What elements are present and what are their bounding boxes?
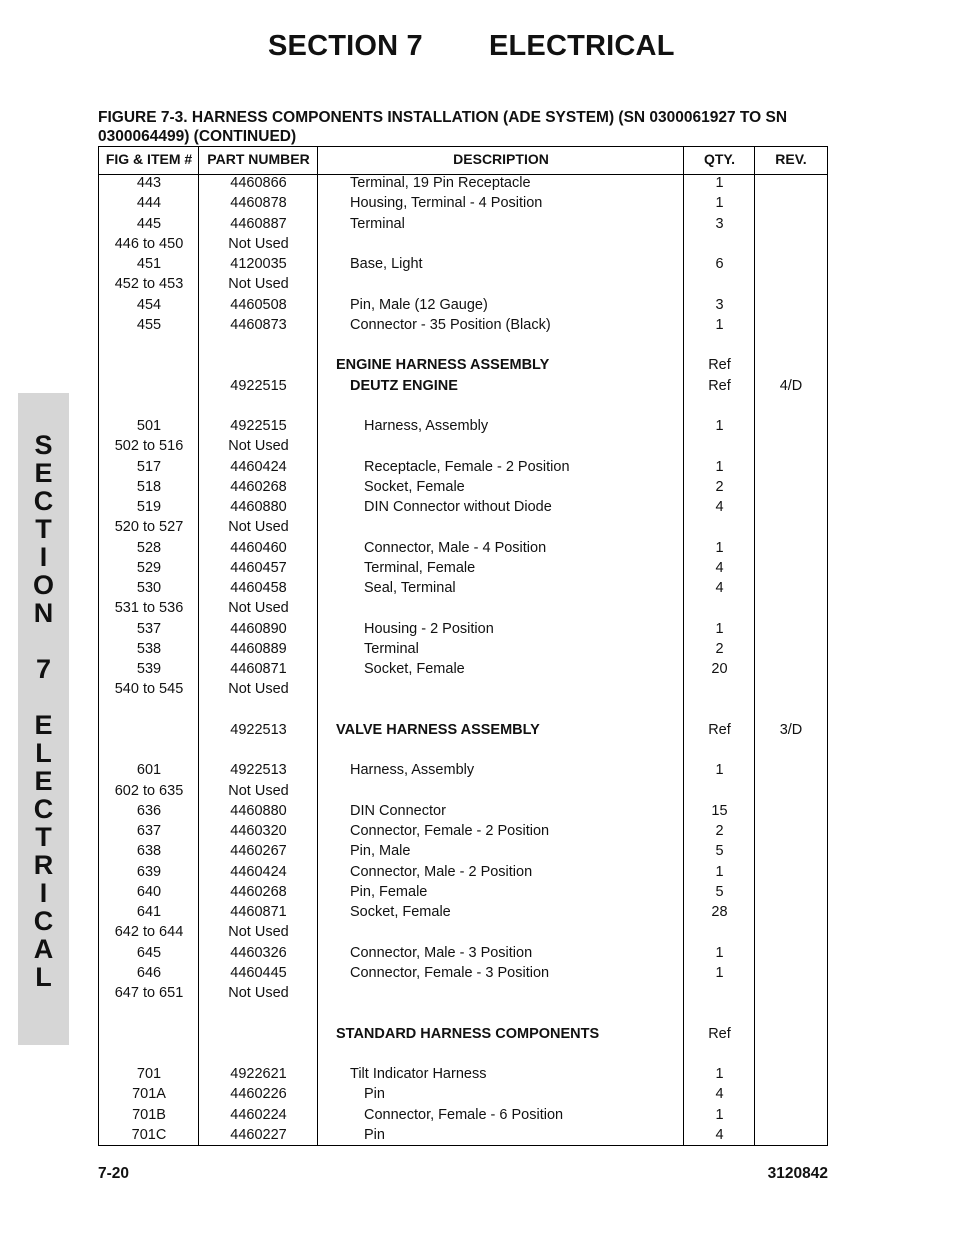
part-number-cell: 4460871 [230,904,287,920]
table-row [99,1064,827,1084]
qty-cell: 5 [715,883,724,900]
column-header-fig-item: FIG & ITEM # [105,151,193,167]
qty-cell: 1 [715,175,724,191]
description-cell: Socket, Female [364,661,465,677]
qty-cell: 6 [715,256,724,272]
part-number-cell: 4460267 [230,843,287,860]
table-row [99,1125,827,1145]
fig-item-cell: 451 [136,256,162,272]
description-cell: Connector, Female - 6 Position [364,1106,564,1123]
table-row [99,963,827,983]
table-row [99,882,827,902]
part-number-cell: 4460268 [230,883,287,900]
part-number-cell: Not Used [228,782,289,799]
table-row [99,1105,827,1125]
qty-cell: 4 [715,559,724,576]
qty-cell: 1 [715,863,724,880]
description-cell: Pin, Male (12 Gauge) [350,296,488,313]
table-row [99,781,827,801]
table-row [99,841,827,861]
part-number-cell: 4460871 [230,661,287,677]
table-row [99,214,827,234]
column-header-part-number: PART NUMBER [207,151,310,167]
part-number-cell: 4460880 [230,802,287,819]
fig-item-cell: 528 [136,539,162,556]
description-cell: Terminal [350,215,405,232]
description-cell: Socket, Female [364,478,465,495]
table-row [99,943,827,963]
table-row [99,1044,827,1064]
part-number-cell: 4460460 [230,539,287,556]
part-number-cell: 4460878 [230,195,287,212]
fig-item-cell: 517 [136,458,162,475]
table-row [99,335,827,355]
description-cell: VALVE HARNESS ASSEMBLY [336,721,540,738]
side-tab-letter: O [32,570,54,600]
table-row [99,254,827,274]
description-cell: DEUTZ ENGINE [350,377,458,394]
table-row [99,457,827,477]
part-number-cell: 4460224 [230,1106,287,1123]
part-number-cell: 4120035 [230,256,287,272]
side-tab-letter: E [34,458,53,488]
qty-cell: 5 [715,843,724,860]
table-row [99,821,827,841]
part-number-cell: 4460458 [230,580,287,596]
part-number-cell: 4460227 [230,1126,287,1143]
part-number-cell: Not Used [228,276,289,293]
side-tab-letter: R [33,850,54,880]
part-number-cell: 4460424 [230,863,287,880]
description-cell: Connector, Female - 2 Position [350,823,550,839]
description-cell: Terminal, Female [364,559,476,576]
table-row [99,193,827,213]
side-tab-letter: N [33,598,54,628]
description-cell: Connector, Male - 4 Position [364,539,547,556]
column-header-rev: REV. [775,151,807,167]
description-cell: Harness, Assembly [350,762,475,779]
fig-item-cell: 601 [136,762,162,779]
description-cell: Harness, Assembly [364,418,489,434]
fig-item-cell: 529 [136,559,162,576]
part-number-cell: Not Used [228,438,289,455]
qty-cell: 1 [715,944,724,961]
qty-cell: 1 [715,195,724,212]
part-number-cell: 4922513 [230,721,287,738]
column-header-qty: QTY. [703,151,736,167]
side-tab-letter: 7 [35,654,52,684]
part-number-cell: 4460226 [230,1086,287,1103]
table-row [99,315,827,335]
qty-cell: Ref [708,377,731,394]
table-row [99,274,827,294]
qty-cell: Ref [708,721,731,738]
table-row [99,619,827,639]
qty-cell: 2 [715,823,724,839]
part-number-cell: Not Used [228,519,289,536]
part-number-cell: Not Used [228,235,289,252]
document-number: 3120842 [767,1165,828,1182]
fig-item-cell: 642 to 644 [114,924,184,941]
table-row [99,659,827,679]
description-cell: Housing - 2 Position [364,620,494,637]
description-cell: Seal, Terminal [364,580,456,596]
fig-item-cell: 645 [136,944,162,961]
part-number-cell: 4460326 [230,944,287,961]
description-cell: Connector, Male - 2 Position [350,863,533,880]
table-row [99,679,827,699]
fig-item-cell: 538 [136,640,162,657]
fig-item-cell: 531 to 536 [114,600,184,617]
description-cell: Tilt Indicator Harness [350,1066,487,1082]
fig-item-cell: 646 [136,964,162,981]
description-cell: DIN Connector without Diode [364,499,552,515]
qty-cell: Ref [708,1025,731,1042]
qty-cell: 1 [715,1066,724,1082]
part-number-cell: 4460457 [230,559,287,576]
fig-item-cell: 446 to 450 [114,235,184,252]
qty-cell: 20 [711,661,728,677]
table-row [99,396,827,416]
fig-item-cell: 519 [136,499,162,515]
qty-cell: 2 [715,478,724,495]
qty-cell: 1 [715,1106,724,1123]
fig-item-cell: 701 [136,1066,162,1082]
table-row [99,1084,827,1104]
side-tab-letter: I [39,542,48,572]
table-row [99,538,827,558]
rev-cell: 4/D [779,377,803,394]
part-number-cell: Not Used [228,681,289,698]
fig-item-cell: 444 [136,195,162,212]
table-row [99,1024,827,1044]
part-number-cell: Not Used [228,924,289,941]
fig-item-cell: 454 [136,296,162,313]
part-number-cell: Not Used [228,985,289,1001]
part-number-cell: 4922515 [230,418,287,434]
page-number: 7-20 [98,1165,130,1182]
table-row [99,700,827,720]
side-tab-letter: T [35,514,52,544]
table-row [99,578,827,598]
qty-cell: 1 [715,964,724,981]
rev-cell: 3/D [779,721,803,738]
description-cell: Socket, Female [350,904,451,920]
table-row [99,558,827,578]
part-number-cell: 4460445 [230,964,287,981]
part-number-cell: 4460424 [230,458,287,475]
description-cell: Housing, Terminal - 4 Position [350,195,543,212]
fig-item-cell: 539 [136,661,162,677]
part-number-cell: 4460880 [230,499,287,515]
qty-cell: 4 [715,580,724,596]
section-title: ELECTRICAL [488,30,675,62]
part-number-cell: 4460889 [230,640,287,657]
part-number-cell: 4460890 [230,620,287,637]
qty-cell: 1 [715,539,724,556]
figure-title: FIGURE 7-3. HARNESS COMPONENTS INSTALLATION (ADE SYSTEM) (SN 0300061927 TO SN 0300064499) (CONTINUED) [98,109,788,145]
fig-item-cell: 638 [136,843,162,860]
qty-cell: 28 [711,904,728,920]
fig-item-cell: 701C [131,1126,167,1143]
qty-cell: 2 [715,640,724,657]
fig-item-cell: 640 [136,883,162,900]
side-tab-letter: L [35,738,52,768]
table-row [99,517,827,537]
description-cell: ENGINE HARNESS ASSEMBLY [336,357,550,374]
part-number-cell: 4460268 [230,478,287,495]
qty-cell: 1 [715,458,724,475]
table-row [99,497,827,517]
table-row [99,295,827,315]
table-row [99,376,827,396]
qty-cell: 15 [711,802,728,819]
table-row [99,760,827,780]
description-cell: Pin [364,1126,385,1143]
fig-item-cell: 530 [136,580,162,596]
fig-item-cell: 501 [136,418,162,434]
part-number-cell: 4460320 [230,823,287,839]
qty-cell: 3 [715,215,724,232]
description-cell: Connector, Male - 3 Position [350,944,533,961]
part-number-cell: 4460873 [230,316,287,333]
table-row [99,862,827,882]
table-row [99,922,827,942]
fig-item-cell: 518 [136,478,162,495]
fig-item-cell: 445 [136,215,162,232]
fig-item-cell: 520 to 527 [114,519,184,536]
description-cell: Connector, Female - 3 Position [350,964,550,981]
table-row [99,740,827,760]
section-side-tab [18,393,69,1045]
section-number: SECTION 7 [268,30,423,62]
fig-item-cell: 602 to 635 [114,782,184,799]
qty-cell: 4 [715,499,724,515]
table-row [99,1003,827,1023]
table-row [99,598,827,618]
fig-item-cell: 639 [136,863,162,880]
fig-item-cell: 637 [136,823,162,839]
side-tab-letter: I [39,878,48,908]
table-row [99,416,827,436]
side-tab-letter: E [34,766,53,796]
table-row [99,477,827,497]
fig-item-cell: 540 to 545 [114,681,184,698]
qty-cell: Ref [708,357,731,374]
fig-item-cell: 443 [136,175,162,191]
side-tab-letter: C [33,906,54,936]
qty-cell: 4 [715,1126,724,1143]
side-tab-letter: C [33,794,54,824]
section-heading [268,30,675,63]
side-tab-letter: L [35,962,52,992]
description-cell: Terminal, 19 Pin Receptacle [350,175,531,191]
column-header-description: DESCRIPTION [453,151,549,167]
fig-item-cell: 647 to 651 [114,985,184,1001]
qty-cell: 1 [715,620,724,637]
table-row [99,983,827,1003]
side-tab-letter: C [33,486,54,516]
description-cell: Receptacle, Female - 2 Position [364,458,570,475]
table-row [99,720,827,740]
table-row [99,173,827,193]
description-cell: DIN Connector [350,802,446,819]
qty-cell: 3 [715,296,724,313]
side-tab-letter: A [33,934,54,964]
part-number-cell: 4922621 [230,1066,287,1082]
fig-item-cell: 452 to 453 [114,276,184,293]
part-number-cell: Not Used [228,600,289,617]
fig-item-cell: 701A [132,1086,166,1103]
description-cell: Pin [364,1086,385,1103]
qty-cell: 1 [715,316,724,333]
description-cell: Base, Light [350,256,423,272]
description-cell: STANDARD HARNESS COMPONENTS [336,1025,600,1042]
part-number-cell: 4460508 [230,296,287,313]
part-number-cell: 4460866 [230,175,287,191]
fig-item-cell: 537 [136,620,162,637]
fig-item-cell: 641 [136,904,162,920]
parts-table [98,146,828,1146]
fig-item-cell: 502 to 516 [114,438,184,455]
fig-item-cell: 701B [132,1106,166,1123]
qty-cell: 4 [715,1086,724,1103]
table-row [99,801,827,821]
table-row [99,355,827,375]
part-number-cell: 4460887 [230,215,287,232]
qty-cell: 1 [715,762,724,779]
side-tab-letter: T [35,822,52,852]
fig-item-cell: 455 [136,316,162,333]
description-cell: Pin, Female [350,883,428,900]
table-row [99,436,827,456]
side-tab-letter: E [34,710,53,740]
fig-item-cell: 636 [136,802,162,819]
table-row [99,234,827,254]
description-cell: Terminal [364,640,419,657]
table-row [99,639,827,659]
table-header [99,147,827,175]
side-tab-letter: S [34,430,53,460]
description-cell: Pin, Male [350,843,411,860]
qty-cell: 1 [715,418,724,434]
description-cell: Connector - 35 Position (Black) [350,316,551,333]
part-number-cell: 4922513 [230,762,287,779]
part-number-cell: 4922515 [230,377,287,394]
table-row [99,902,827,922]
